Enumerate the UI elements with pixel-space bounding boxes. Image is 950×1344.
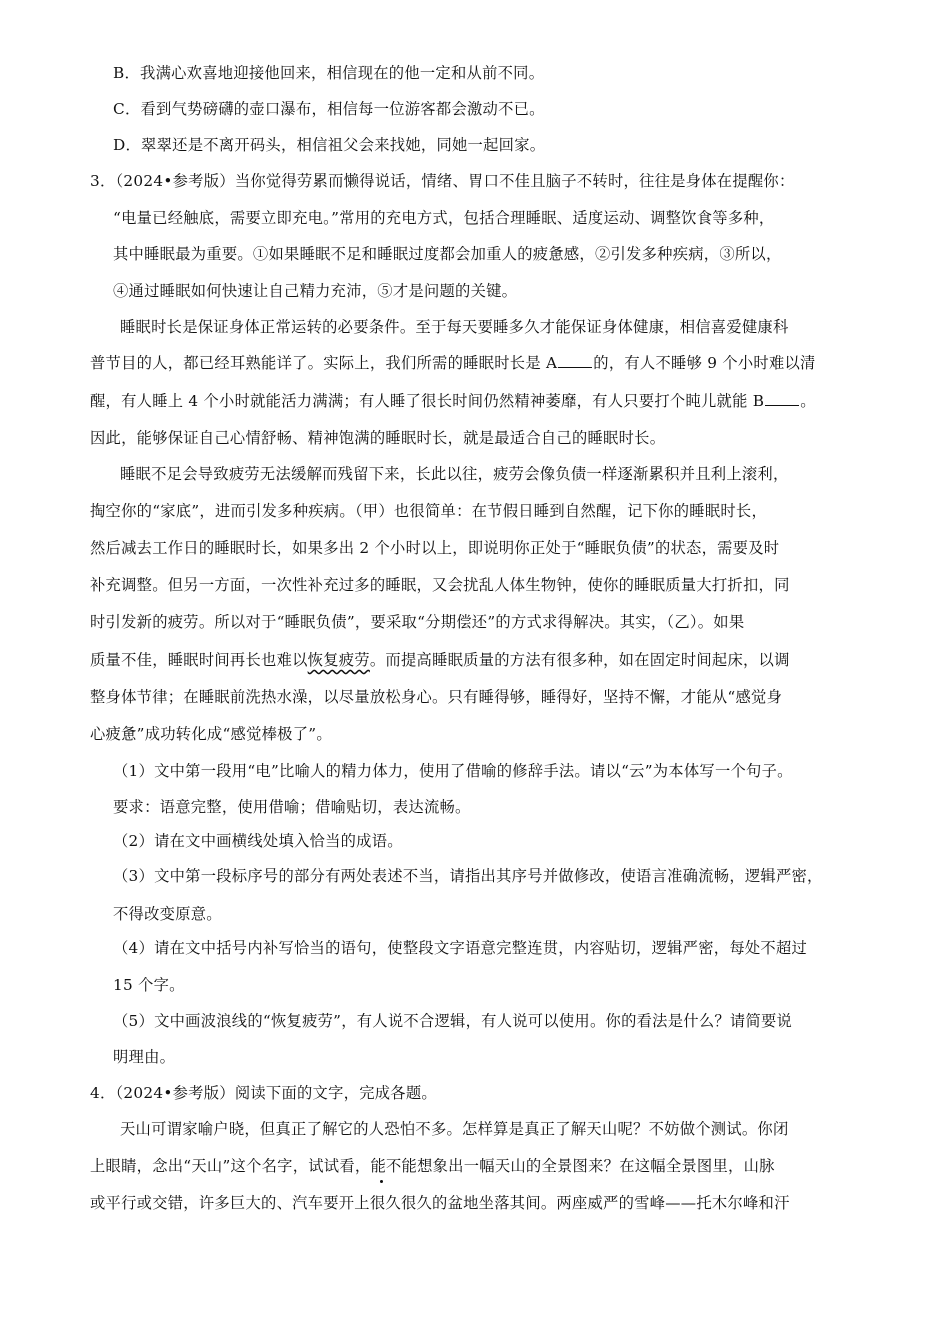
q3-p3-line-1: 睡眠不足会导致疲劳无法缓解而残留下来，长此以往，疲劳会像负债一样逐渐累积并且利上滚利，: [120, 465, 789, 483]
q3-intro-line-4: ④通过睡眠如何快速让自己精力充沛，⑤才是问题的关键。: [113, 282, 518, 300]
blank-b: [765, 391, 799, 406]
subq-3-line-1: （3）文中第一段标序号的部分有两处表述不当，请指出其序号并做修改，使语言准确流畅，逻辑严密，: [113, 867, 823, 885]
q3-p2-line-3: [90, 390, 816, 412]
subq-4-line-2: 15 个字。: [113, 976, 185, 994]
q3-p2-line-3-text-b: 。: [800, 392, 816, 410]
subq-3-line-2: 不得改变原意。: [113, 905, 222, 923]
wavy-underline-phrase: 恢复疲劳: [307, 651, 370, 669]
subq-4-line-1: （4）请在文中括号内补写恰当的语句，使整段文字语意完整连贯，内容贴切，逻辑严密，每处不超过: [113, 939, 808, 957]
subq-2: （2）请在文中画横线处填入恰当的成语。: [113, 832, 403, 850]
q3-intro-line-3: 其中睡眠最为重要。①如果睡眠不足和睡眠过度都会加重人的疲惫感，②引发多种疾病，③所以，: [113, 245, 782, 263]
q3-p3-line-6-text-b: 。而提高睡眠质量的方法有很多种，如在固定时间起床，以调: [369, 651, 790, 669]
q3-p2-line-4: 因此，能够保证自己心情舒畅、精神饱满的睡眠时长，就是最适合自己的睡眠时长。: [90, 429, 666, 447]
q3-p2-line-2-text-a: 普节目的人，都已经耳熟能详了。实际上，我们所需的睡眠时长是 A: [90, 354, 558, 372]
q4-line-1: 天山可谓家喻户晓，但真正了解它的人恐怕不多。怎样算是真正了解天山呢？不妨做个测试。你闭: [120, 1120, 789, 1138]
option-b: B．我满心欢喜地迎接他回来，相信现在的他一定和从前不同。: [113, 64, 545, 82]
q3-p3-line-3: 然后减去工作日的睡眠时长，如果多出 2 个小时以上，即说明你正处于“睡眠负债”的状态，需要及时: [90, 539, 780, 557]
q3-p3-line-2: 掏空你的“家底”，进而引发多种疾病。（甲）也很简单：在节假日睡到自然醒，记下你的睡眠时长，: [90, 502, 768, 520]
q4-line-2: 上眼睛，念出“天山”这个名字，试试看，能不能想象出一幅天山的全景图来？在这幅全景图里，山脉: [90, 1157, 775, 1175]
q3-intro-line-1: 3．（2024•参考版）当你觉得劳累而懒得说话，情绪、胃口不佳且脑子不转时，往往是身体在提醒你：: [90, 172, 795, 190]
q3-p3-line-7: 整身体节律；在睡眠前洗热水澡，以尽量放松身心。只有睡得够，睡得好，坚持不懈，才能从“感觉身: [90, 688, 783, 706]
q3-p2-line-3-text-a: 醒，有人睡上 4 个小时就能活力满满；有人睡了很长时间仍然精神萎靡，有人只要打个盹儿就能 B: [90, 392, 765, 410]
emphasis-dot: [380, 1180, 383, 1183]
q3-p3-line-6: [90, 649, 790, 671]
q3-p3-line-5: 时引发新的疲劳。所以对于“睡眠负债”，要采取“分期偿还”的方式求得解决。其实，（乙）。如果: [90, 613, 745, 631]
q3-p2-line-1: 睡眠时长是保证身体正常运转的必要条件。至于每天要睡多久才能保证身体健康，相信喜爱健康科: [120, 318, 789, 336]
subq-1-line-2: 要求：语意完整，使用借喻；借喻贴切，表达流畅。: [113, 798, 471, 816]
q4-line-3: 或平行或交错，许多巨大的、汽车要开上很久很久的盆地坐落其间。两座威严的雪峰——托木尔峰和汗: [90, 1194, 790, 1212]
blank-a: [558, 353, 592, 368]
subq-5-line-2: 明理由。: [113, 1048, 176, 1066]
option-d: D．翠翠还是不离开码头，相信祖父会来找她，同她一起回家。: [113, 136, 546, 154]
subq-1-line-1: （1）文中第一段用“电”比喻人的精力体力，使用了借喻的修辞手法。请以“云”为本体写一个句子。: [113, 762, 793, 780]
q3-p3-line-6-text-a: 质量不佳，睡眠时间再长也难以: [90, 651, 308, 669]
subq-5-line-1: （5）文中画波浪线的“恢复疲劳”，有人说不合逻辑，有人说可以使用。你的看法是什么？请简要说: [113, 1012, 793, 1030]
q3-p3-line-8: 心疲惫”成功转化成“感觉棒极了”。: [90, 725, 332, 743]
q3-intro-line-2: “电量已经触底，需要立即充电。”常用的充电方式，包括合理睡眠、适度运动、调整饮食等多种，: [113, 209, 775, 227]
q3-p2-line-2-text-b: 的，有人不睡够 9 个小时难以清: [593, 354, 816, 372]
q4-intro: 4．（2024•参考版）阅读下面的文字，完成各题。: [90, 1084, 437, 1102]
q3-p2-line-2: [90, 352, 816, 374]
q3-p3-line-4: 补充调整。但另一方面，一次性补充过多的睡眠，又会扰乱人体生物钟，使你的睡眠质量大打折扣，同: [90, 576, 790, 594]
option-c: C．看到气势磅礴的壶口瀑布，相信每一位游客都会激动不已。: [113, 100, 545, 118]
